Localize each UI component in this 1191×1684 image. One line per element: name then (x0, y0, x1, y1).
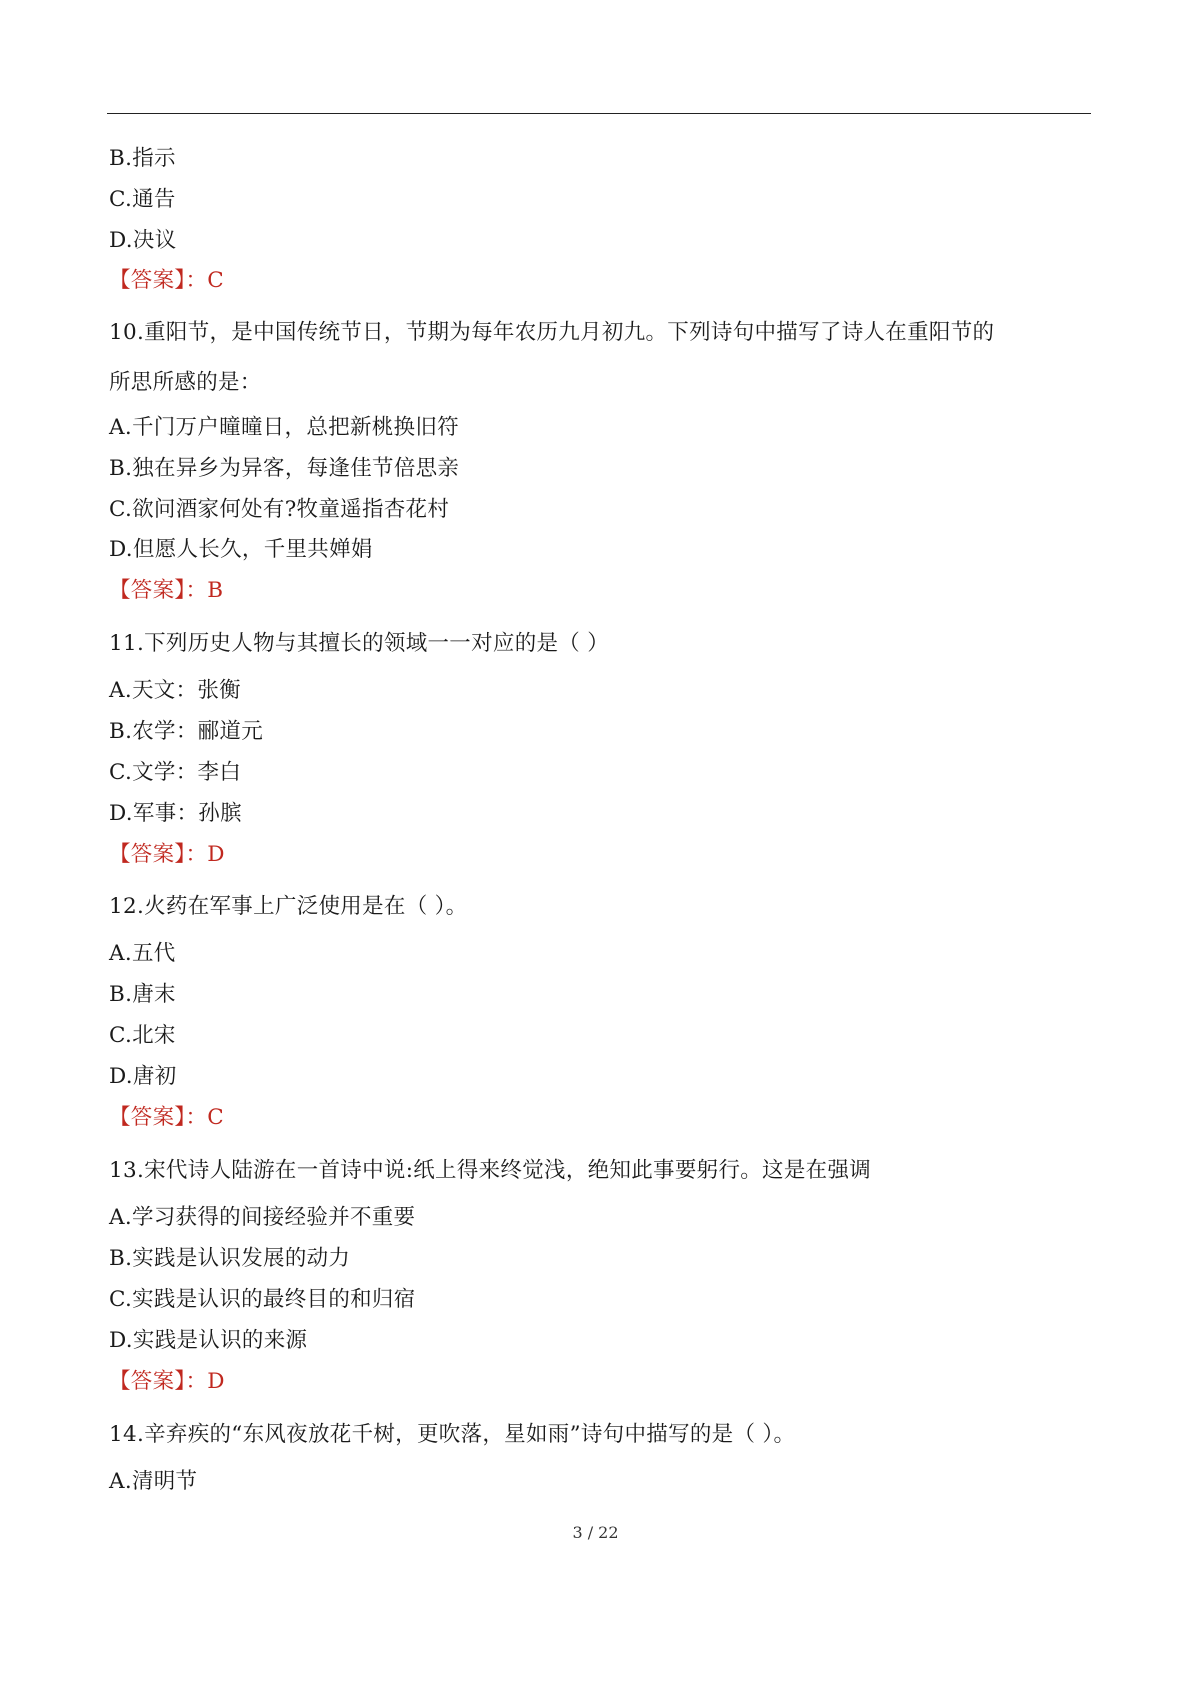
option-line: A.天文：张衡 (109, 678, 241, 703)
option-line: C.实践是认识的最终目的和归宿 (109, 1287, 416, 1312)
answer-line: 【答案】：C (109, 1105, 225, 1130)
answer-line: 【答案】：D (109, 842, 225, 867)
option-line: C.文学：李白 (109, 760, 242, 785)
option-line: B.实践是认识发展的动力 (109, 1246, 351, 1271)
option-line: C.欲问酒家何处有?牧童遥指杏花村 (109, 497, 450, 522)
option-line: B.指示 (109, 146, 176, 171)
question-line: 13.宋代诗人陆游在一首诗中说:纸上得来终觉浅，绝知此事要躬行。这是在强调 (109, 1158, 872, 1183)
option-line: A.清明节 (109, 1469, 198, 1494)
option-line: B.农学：郦道元 (109, 719, 264, 744)
question-line: 11.下列历史人物与其擅长的领域一一对应的是（ ） (109, 631, 610, 656)
option-line: B.唐末 (109, 982, 176, 1007)
question-line: 14.辛弃疾的“东风夜放花千树，更吹落，星如雨”诗句中描写的是（ ）。 (109, 1422, 796, 1447)
answer-line: 【答案】：D (109, 1369, 225, 1394)
answer-line: 【答案】：C (109, 268, 225, 293)
option-line: D.实践是认识的来源 (109, 1328, 308, 1353)
page-number: 3 / 22 (572, 1523, 619, 1542)
question-line: 所思所感的是： (109, 370, 262, 395)
option-line: D.唐初 (109, 1064, 177, 1089)
option-line: A.千门万户曈曈日，总把新桃换旧符 (109, 415, 459, 440)
option-line: A.五代 (109, 941, 176, 966)
header-rule (107, 113, 1091, 114)
option-line: D.军事：孙膑 (109, 801, 242, 826)
option-line: D.但愿人长久，千里共婵娟 (109, 537, 373, 562)
option-line: D.决议 (109, 228, 177, 253)
option-line: A.学习获得的间接经验并不重要 (109, 1205, 416, 1230)
question-line: 12.火药在军事上广泛使用是在（ ）。 (109, 894, 468, 919)
question-line: 10.重阳节，是中国传统节日，节期为每年农历九月初九。下列诗句中描写了诗人在重阳节的 (109, 320, 995, 345)
option-line: B.独在异乡为异客，每逢佳节倍思亲 (109, 456, 460, 481)
option-line: C.通告 (109, 187, 176, 212)
answer-line: 【答案】：B (109, 578, 224, 603)
option-line: C.北宋 (109, 1023, 176, 1048)
